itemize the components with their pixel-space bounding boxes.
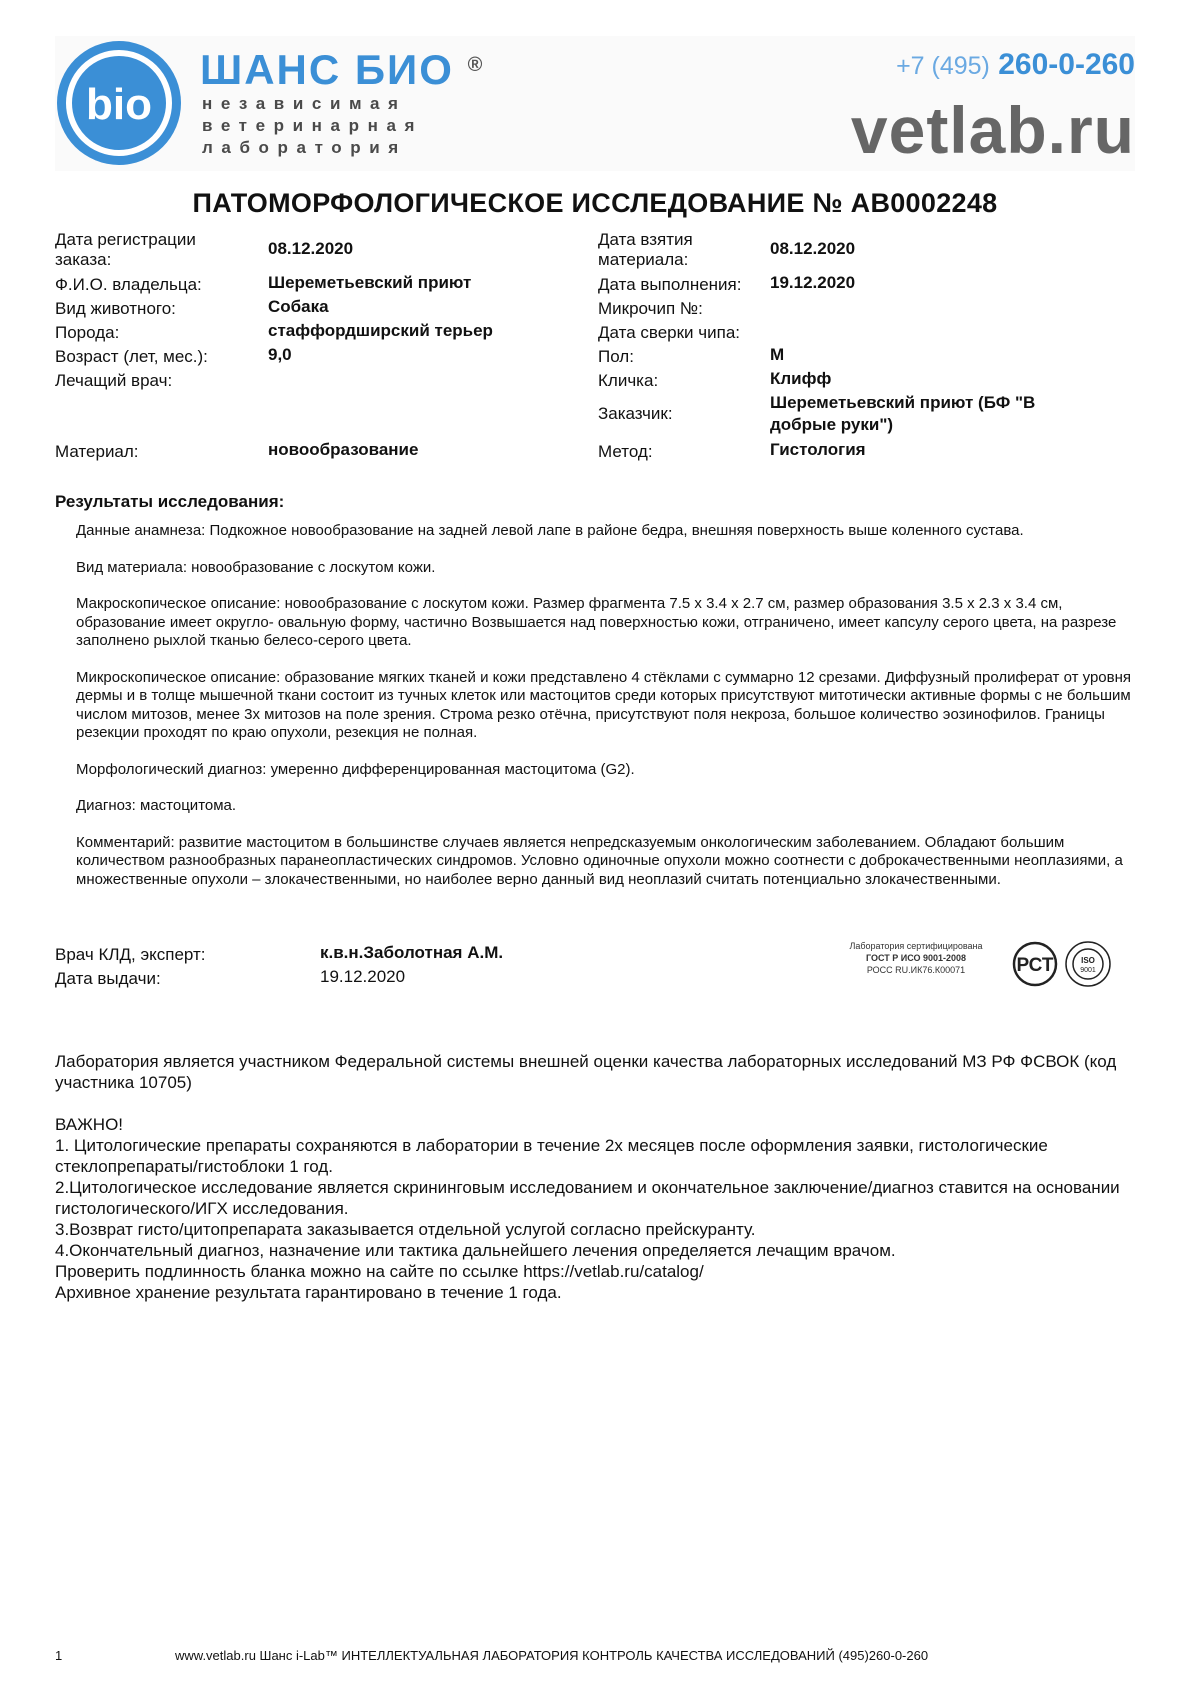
field-label-customer: Заказчик: — [598, 404, 673, 423]
certification-icons — [1008, 940, 1132, 990]
footer-notes — [55, 1051, 1135, 1303]
phone-number: 260-0-260 — [998, 48, 1135, 81]
field-label-material: Материал: — [55, 442, 139, 461]
brand-line-2: ветеринарная — [202, 116, 424, 135]
result-microscopic: Микроскопическое описание: образование мягких тканей и кожи представлено 4 стёклами с суммарно 12 срезами. Диффузный пролиферат от уровня дермы и в толще мышечной ткани состоит из тучных клеток или мастоцитов среди которых присутствуют митотически активные формы с не большим числом митозов, менее 3х митозов на поле зрения. Строма резко отёчна, присутствуют поля некроза, большое количество эозинофилов. Границы резекции проходят по краю опухоли, резекция не полная. — [76, 668, 1132, 741]
field-value-completion-date: 19.12.2020 — [770, 273, 856, 292]
issue-date-value: 19.12.2020 — [320, 967, 406, 986]
brand-line-1: независимая — [202, 94, 407, 113]
field-value-age: 9,0 — [268, 345, 292, 364]
field-value-nickname: Клифф — [770, 369, 832, 388]
important-heading: ВАЖНО! — [55, 1115, 124, 1134]
field-label-completion-date: Дата выполнения: — [598, 275, 742, 294]
field-label-chip-check-date: Дата сверки чипа: — [598, 323, 741, 342]
field-value-owner: Шереметьевский приют — [268, 273, 472, 292]
expert-label: Врач КЛД, эксперт: — [55, 945, 206, 964]
important-note-4: 4.Окончательный диагноз, назначение или тактика дальнейшего лечения определяется лечащим врачом. — [55, 1241, 896, 1260]
field-value-material: новообразование — [268, 440, 419, 459]
iso-mark-text: ISO — [1081, 956, 1095, 965]
pct-mark-icon — [1014, 943, 1056, 985]
field-value-species: Собака — [268, 297, 329, 316]
result-diagnosis: Диагноз: мастоцитома. — [76, 797, 237, 814]
field-label-vet: Лечащий врач: — [55, 371, 173, 390]
issue-date-label: Дата выдачи: — [55, 969, 161, 988]
fsvok-note: Лаборатория является участником Федеральной системы внешней оценки качества лабораторных исследований МЗ РФ ФСВОК (код участника 10705) — [55, 1052, 1117, 1092]
field-label-registration-date: Дата регистрации заказа: — [55, 230, 196, 269]
iso-mark-number: 9001 — [1080, 967, 1096, 974]
certification-text — [826, 940, 1006, 976]
certification-stamp — [826, 940, 1136, 990]
logo-text: bio — [86, 80, 152, 129]
field-label-owner: Ф.И.О. владельца: — [55, 275, 202, 294]
field-label-sample-date: Дата взятия материала: — [598, 230, 693, 269]
important-note-1: 1. Цитологические препараты сохраняются в лаборатории в течение 2х месяцев после оформления заявки, гистологические стеклопрепараты/гистоблоки 1 год. — [55, 1136, 1048, 1176]
field-label-breed: Порода: — [55, 323, 120, 342]
archive-note: Архивное хранение результата гарантировано в течение 1 года. — [55, 1283, 562, 1302]
field-value-registration-date: 08.12.2020 — [268, 239, 354, 258]
page-footer-text: www.vetlab.ru Шанс i-Lab™ ИНТЕЛЛЕКТУАЛЬНАЯ ЛАБОРАТОРИЯ КОНТРОЛЬ КАЧЕСТВА ИССЛЕДОВАНИЙ (495)260-0-260 — [175, 1648, 929, 1663]
results-title: Результаты исследования: — [55, 492, 285, 511]
brand-line-3: лаборатория — [202, 138, 407, 157]
footer-spacer — [55, 1093, 1135, 1114]
field-label-microchip: Микрочип №: — [598, 299, 703, 318]
important-note-2: 2.Цитологическое исследование является скрининговым исследованием и окончательное заключение/диагноз ставится на основании гистологического/ИГХ исследования. — [55, 1178, 1120, 1218]
result-comment: Комментарий: развитие мастоцитом в большинстве случаев является непредсказуемым онкологическим заболеванием. Обладают большим количеством разнообразных паранеопластических синдромов. Условно одиночные опухоли можно соотнести с доброкачественными неоплазиями, а множественные опухоли – злокачественными, но наиболее верно данный вид неоплазий считать потенциально злокачественными. — [76, 833, 1123, 888]
field-label-method: Метод: — [598, 442, 653, 461]
cert-line-3: РОСС RU.ИК76.К00071 — [866, 965, 966, 975]
page-number: 1 — [55, 1648, 63, 1663]
result-anamnesis: Данные анамнеза: Подкожное новообразование на задней левой лапе в районе бедра, внешняя поверхность выше коленного сустава. — [76, 522, 1024, 539]
letterhead — [55, 36, 1135, 171]
field-label-age: Возраст (лет, мес.): — [55, 347, 208, 366]
field-label-sex: Пол: — [598, 347, 634, 366]
field-label-nickname: Кличка: — [598, 371, 659, 390]
field-value-customer: Шереметьевский приют (БФ "В добрые руки") — [770, 393, 1036, 434]
result-material-type: Вид материала: новообразование с лоскутом кожи. — [76, 558, 436, 576]
authenticity-check-note: Проверить подлинность бланка можно на сайте по ссылке https://vetlab.ru/catalog/ — [55, 1262, 704, 1281]
field-value-method: Гистология — [770, 440, 866, 459]
result-morphological-diagnosis: Морфологический диагноз: умеренно дифференцированная мастоцитома (G2). — [76, 760, 635, 778]
field-value-breed: стаффордширский терьер — [268, 321, 493, 340]
expert-value: к.в.н.Заболотная А.М. — [320, 943, 504, 962]
header-phone — [896, 48, 1135, 82]
field-value-sample-date: 08.12.2020 — [770, 239, 856, 258]
phone-prefix: +7 (495) — [896, 52, 990, 80]
important-note-3: 3.Возврат гисто/цитопрепарата заказывается отдельной услугой согласно прейскуранту. — [55, 1220, 756, 1239]
cert-line-2: ГОСТ Р ИСО 9001-2008 — [865, 953, 967, 963]
document-title: ПАТОМОРФОЛОГИЧЕСКОЕ ИССЛЕДОВАНИЕ № АВ0002248 — [192, 188, 998, 218]
registered-mark: ® — [467, 54, 485, 76]
cert-line-1: Лаборатория сертифицирована — [849, 941, 983, 951]
iso-mark-icon — [1066, 942, 1110, 986]
result-macroscopic: Макроскопическое описание: новообразование с лоскутом кожи. Размер фрагмента 7.5 х 3.4 х 2.7 см, размер образования 3.5 х 2.3 х 3.4 см, образование имеет округло- овальную форму, частично Возвышается над поверхностью кожи, отграничено, имеет капсулу серого цвета, на разрезе заполнено рыхлой тканью белесо-серого цвета. — [76, 595, 1117, 649]
brand-name: ШАНС БИО ® — [200, 46, 485, 93]
bio-logo-icon — [55, 39, 183, 167]
field-label-species: Вид животного: — [55, 299, 176, 318]
results-body — [76, 522, 1136, 907]
pct-mark-text: РСТ — [1016, 955, 1054, 976]
site-logo: vetlab.ru — [850, 93, 1135, 167]
field-value-sex: М — [770, 345, 785, 364]
